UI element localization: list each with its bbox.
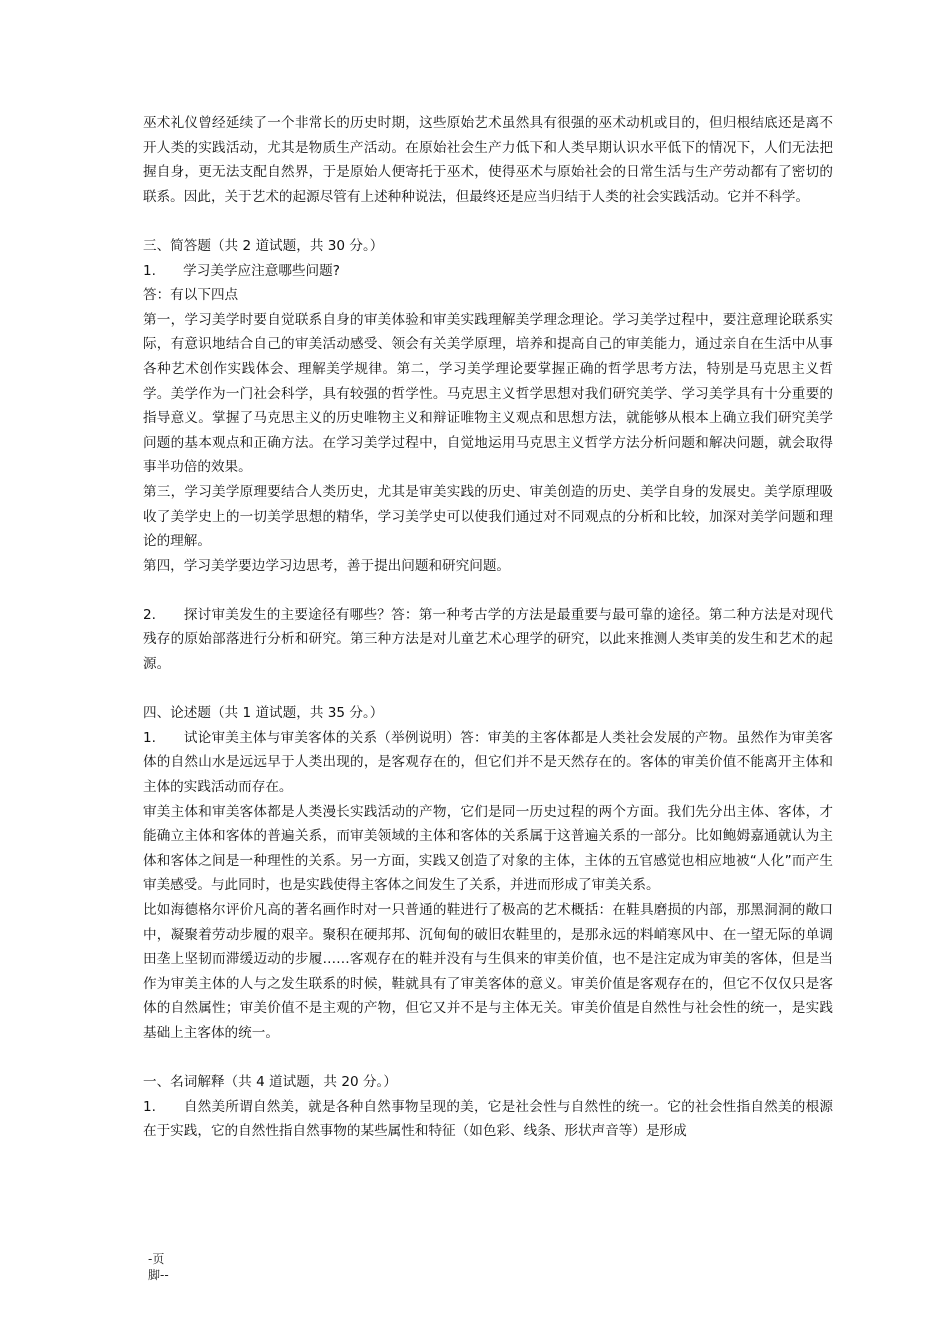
section-heading-terms: 一、名词解释（共 4 道试题，共 20 分。） bbox=[143, 1074, 397, 1091]
paragraph-origin-of-art: 巫术礼仪曾经延续了一个非常长的历史时期，这些原始艺术虽然具有很强的巫术动机或目的，但归根结底还是离不开人类的实践活动，尤其是物质生产活动。在原始社会生产力低下和人类早期认识水平低下的情况下，人们无法把握自身，更无法支配自然界，于是原始人便寄托于巫术，使得巫术与原始社会的日常生活与生产劳动都有了密切的联系。因此，关于艺术的起源尽管有上述种种说法，但最终还是应当归结于人类的社会实践活动。它并不科学。 bbox=[143, 115, 833, 205]
term-natural-beauty: 1. 自然美所谓自然美，就是各种自然事物呈现的美，它是社会性与自然性的统一。它的社会性指自然美的根源在于实践，它的自然性指自然事物的某些属性和特征（如色彩、线条、形状声音等）是形成 bbox=[143, 1098, 833, 1140]
blank-line bbox=[143, 578, 833, 603]
essay-paragraph-subject-object: 审美主体和审美客体都是人类漫长实践活动的产物，它们是同一历史过程的两个方面。我们先分出主体、客体，才能确立主体和客体的普遍关系，而审美领域的主体和客体的关系属于这普遍关系的一部分。比如鲍姆嘉通就认为主体和客体之间是一种理性的关系。另一方面，实践又创造了对象的主体，主体的五官感觉也相应地被“人化”而产生审美感受。与此同时，也是实践使得主客体之间发生了关系，并进而形成了审美关系。 bbox=[143, 803, 833, 894]
footer-line-2: 脚-- bbox=[148, 1268, 169, 1282]
section-heading-essay: 四、论述题（共 1 道试题，共 35 分。） bbox=[143, 705, 384, 722]
blank-line bbox=[143, 1046, 833, 1071]
page-footer bbox=[148, 1251, 169, 1283]
answer-point-1-2: 第一，学习美学时要自觉联系自身的审美体验和审美实践理解美学理念理论。学习美学过程中，要注意理论联系实际，有意识地结合自己的审美活动感受、领会有关美学原理，培养和提高自己的审美能力，通过亲自在生活中从事各种艺术创作实践体会、理解美学规律。第二，学习美学理论要掌握正确的哲学思考方法，特别是马克思主义哲学。美学作为一门社会科学，具有较强的哲学性。马克思主义哲学思想对我们研究美学、学习美学具有十分重要的指导意义。掌握了马克思主义的历史唯物主义和辩证唯物主义观点和思想方法，就能够从根本上确立我们研究美学问题的基本观点和正确方法。在学习美学过程中，自觉地运用马克思主义哲学方法分析问题和解决问题，就会取得事半功倍的效果。 bbox=[143, 311, 833, 476]
essay-question-1: 1. 试论审美主体与审美客体的关系（举例说明）答：审美的主客体都是人类社会发展的产物。虽然作为审美客体的自然山水是远远早于人类出现的，是客观存在的，但它们并不是天然存在的。客体的审美价值不能离开主体和主体的实践活动而存在。 bbox=[143, 729, 833, 796]
question-1: 1. 学习美学应注意哪些问题? bbox=[143, 262, 340, 279]
document-body bbox=[143, 111, 833, 1144]
section-heading-short-answer: 三、简答题（共 2 道试题，共 30 分。） bbox=[143, 237, 384, 254]
answer-point-3: 第三，学习美学原理要结合人类历史，尤其是审美实践的历史、审美创造的历史、美学自身的发展史。美学原理吸收了美学史上的一切美学思想的精华，学习美学史可以使我们通过对不同观点的分析和比较，加深对美学问题和理论的理解。 bbox=[143, 483, 833, 550]
footer-line-1: -页 bbox=[148, 1252, 165, 1266]
essay-paragraph-heidegger: 比如海德格尔评价凡高的著名画作时对一只普通的鞋进行了极高的艺术概括：在鞋具磨损的内部，那黑洞洞的敞口中，凝聚着劳动步履的艰辛。聚积在硬邦邦、沉甸甸的破旧农鞋里的，是那永远的料峭寒风中、在一望无际的单调田垄上坚韧而滞缓迈动的步履……客观存在的鞋并没有与生俱来的审美价值，也不是注定成为审美的客体，但是当作为审美主体的人与之发生联系的时候，鞋就具有了审美客体的意义。审美价值是客观存在的，但它不仅仅只是客体的自然属性；审美价值不是主观的产物，但它又并不是与主体无关。审美价值是自然性与社会性的统一，是实践基础上主客体的统一。 bbox=[143, 902, 833, 1041]
blank-line bbox=[143, 677, 833, 702]
blank-line bbox=[143, 209, 833, 234]
answer-intro: 答：有以下四点 bbox=[143, 287, 239, 304]
answer-point-4: 第四，学习美学要边学习边思考，善于提出问题和研究问题。 bbox=[143, 557, 511, 574]
question-2-with-answer: 2. 探讨审美发生的主要途径有哪些？答：第一种考古学的方法是最重要与最可靠的途径。第二种方法是对现代残存的原始部落进行分析和研究。第三种方法是对儿童艺术心理学的研究，以此来推测人类审美的发生和艺术的起源。 bbox=[143, 606, 833, 673]
